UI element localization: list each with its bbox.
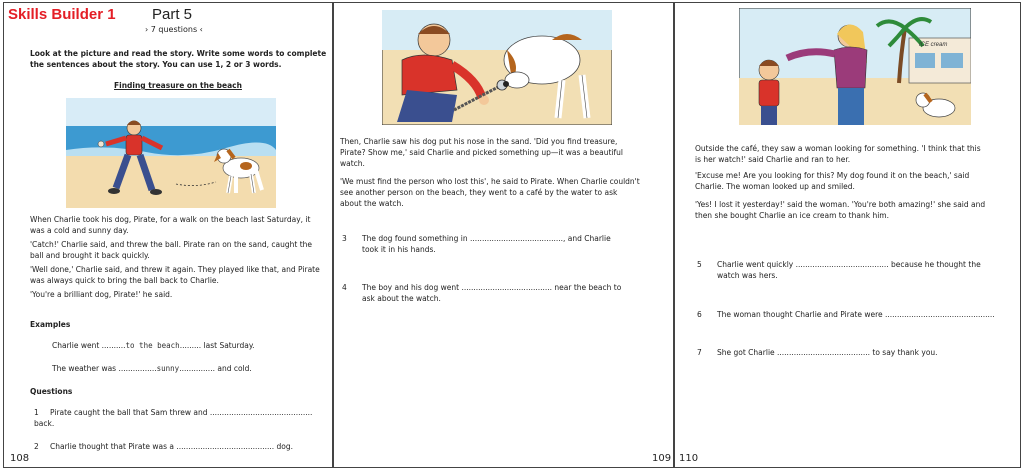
question-text: She got Charlie ....................................... to say thank you.: [717, 348, 938, 357]
example-1-answer: to the beach: [125, 341, 180, 350]
story-line: 'You're a brilliant dog, Pirate!' he said.: [30, 290, 173, 299]
page-number: 110: [679, 453, 699, 464]
story-line: about the watch.: [340, 199, 404, 208]
instructions-line-1: Look at the picture and read the story. Write some words to complete: [30, 49, 327, 58]
example-1-suffix: ......... last Saturday.: [179, 341, 255, 350]
story-line: is her watch!' said Charlie and ran to her.: [695, 155, 851, 164]
question-text: Charlie went quickly ....................................... because he thought the: [717, 260, 981, 269]
story-line: then she bought Charlie an ice cream to thank him.: [695, 211, 889, 220]
story-line: Outside the café, they saw a woman looking for something. 'I think that this: [695, 144, 981, 153]
story-line: 'Catch!' Charlie said, and threw the ball. Pirate ran on the sand, caught the: [30, 240, 313, 249]
story-paragraph-1: [30, 214, 330, 236]
question-4[interactable]: [342, 282, 621, 304]
story-paragraph-2: [695, 170, 1020, 192]
beach-illustration: [66, 98, 276, 208]
dog-watch-illustration: [382, 10, 612, 125]
story-line: Charlie. The woman looked up and smiled.: [695, 182, 855, 191]
questions-heading: Questions: [30, 387, 73, 396]
shop-sign: ICE cream: [919, 42, 948, 48]
question-text: The woman thought Charlie and Pirate were ..............................................: [717, 310, 995, 319]
page-108: [3, 2, 333, 468]
story-line: 'Well done,' Charlie said, and threw it again. They played like that, and Pirate: [30, 265, 320, 274]
question-number: 4: [342, 283, 347, 292]
story-paragraph-3: [30, 264, 330, 286]
example-1: [52, 340, 255, 351]
story-line: ball and brought it back quickly.: [30, 251, 150, 260]
example-1-prefix: Charlie went ..........: [52, 341, 126, 350]
story-line: 'Yes! I lost it yesterday!' said the woman. 'You're both amazing!' she said and: [695, 200, 986, 209]
question-number: 5: [697, 260, 702, 269]
question-7[interactable]: [697, 347, 938, 358]
story-line: Pirate? Show me,' said Charlie and picked something up—it was a beautiful: [340, 148, 624, 157]
story-line: When Charlie took his dog, Pirate, for a walk on the beach last Saturday, it: [30, 215, 311, 224]
example-2: [52, 363, 252, 374]
story-line: was always quick to bring the ball back to Charlie.: [30, 276, 219, 285]
page-number: 108: [10, 453, 30, 464]
example-2-suffix: ............... and cold.: [179, 364, 252, 373]
question-text: The boy and his dog went ...................................... near the beach to: [362, 283, 622, 292]
story-paragraph-2: [30, 239, 330, 261]
skills-builder-title: Skills Builder 1: [8, 6, 116, 23]
question-text: watch was hers.: [717, 271, 778, 280]
story-paragraph-1: [695, 143, 1020, 165]
story-line: 'Excuse me! Are you looking for this? My dog found it on the beach,' said: [695, 171, 970, 180]
part-title: Part 5: [152, 6, 193, 23]
story-paragraph-2: [340, 176, 670, 209]
question-3[interactable]: [342, 233, 611, 255]
question-number: 3: [342, 234, 347, 243]
story-paragraph-4: [30, 289, 330, 300]
question-5[interactable]: [697, 259, 981, 281]
question-number: 6: [697, 310, 702, 319]
instructions-line-2: the sentences about the story. You can use 1, 2 or 3 words.: [30, 60, 282, 69]
page-number: 109: [652, 453, 672, 464]
question-1[interactable]: [34, 407, 332, 429]
story-line: watch.: [340, 159, 365, 168]
story-line: Then, Charlie saw his dog put his nose in the sand. 'Did you find treasure,: [340, 137, 618, 146]
question-text: took it in his hands.: [362, 245, 436, 254]
question-text: The dog found something in ......................................., and Charlie: [362, 234, 611, 243]
examples-heading: Examples: [30, 320, 71, 329]
question-text: Pirate caught the ball that Sam threw and ........................................... back.: [34, 408, 313, 428]
question-6[interactable]: [697, 309, 995, 320]
question-text: ask about the watch.: [362, 294, 441, 303]
question-2[interactable]: [34, 441, 293, 452]
page-109: [333, 2, 674, 468]
story-paragraph-3: [695, 199, 1020, 221]
page-110: [674, 2, 1021, 468]
story-paragraph-1: [340, 136, 670, 169]
cafe-illustration: [739, 8, 971, 125]
question-count: › 7 questions ‹: [145, 25, 203, 34]
story-line: 'We must find the person who lost this', he said to Pirate. When Charlie couldn't: [340, 177, 640, 186]
question-number: 1: [34, 408, 39, 417]
story-line: see another person on the beach, they went to a café by the water to ask: [340, 188, 618, 197]
question-number: 2: [34, 442, 39, 451]
story-line: was a cold and sunny day.: [30, 226, 129, 235]
question-text: Charlie thought that Pirate was a ......................................... dog.: [50, 442, 294, 451]
story-title: Finding treasure on the beach: [114, 81, 242, 90]
example-2-answer: sunny: [156, 364, 180, 373]
question-number: 7: [697, 348, 702, 357]
example-2-prefix: The weather was ................: [52, 364, 157, 373]
